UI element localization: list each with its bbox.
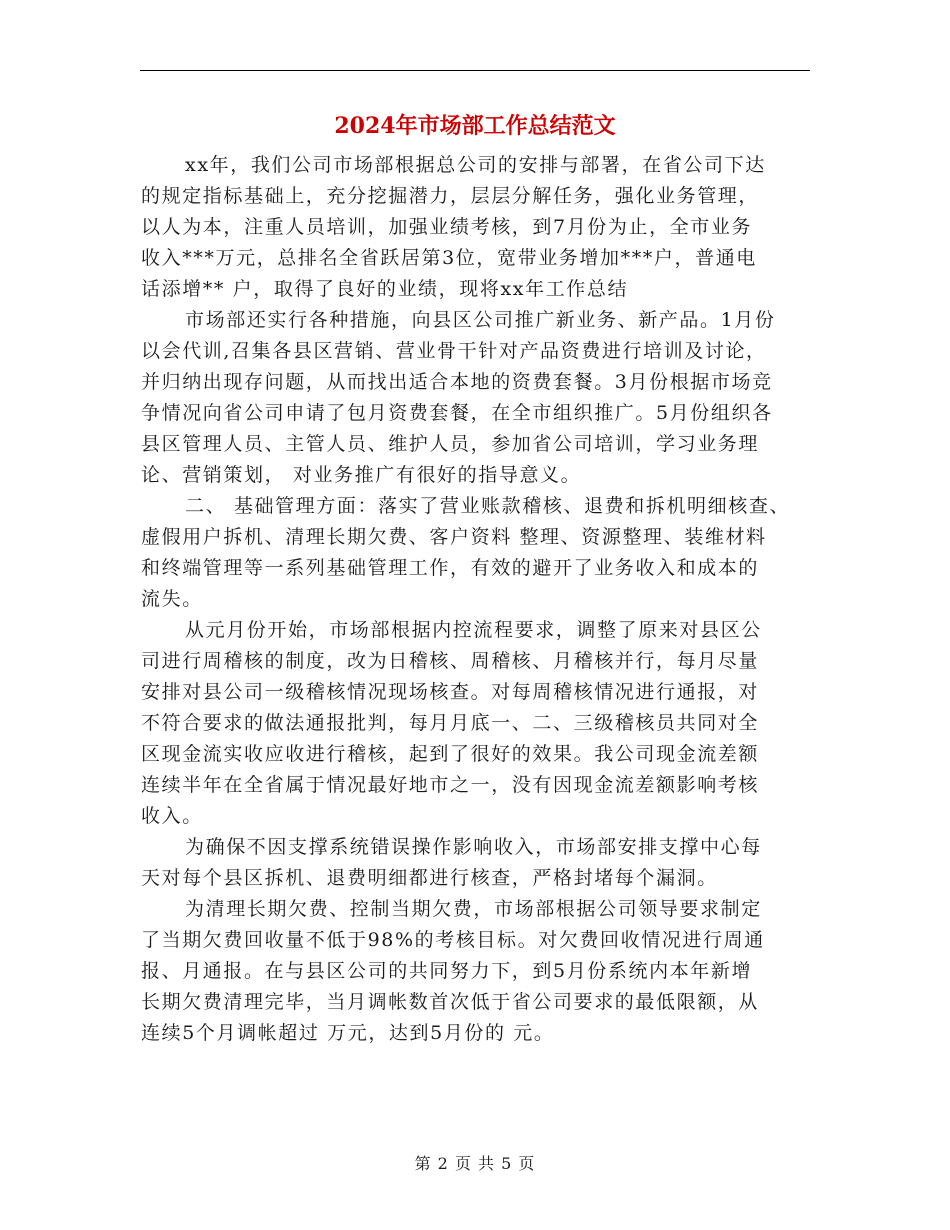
paragraph-line: 争情况向省公司申请了包月资费套餐，在全市组织推广。5月份组织各 [141, 402, 773, 424]
paragraph-line: 了当期欠费回收量不低于98%的考核目标。对欠费回收情况进行周通 [141, 929, 765, 951]
paragraph-line: 司进行周稽核的制度，改为日稽核、周稽核、月稽核并行，每月尽量 [141, 650, 760, 672]
page-number-footer: 第 2 页 共 5 页 [414, 1154, 536, 1173]
document-body [141, 150, 811, 1049]
document-title: 2024年市场部工作总结范文 [334, 113, 616, 139]
paragraph-line: 为清理长期欠费、控制当期欠费，市场部根据公司领导要求制定 [185, 898, 762, 920]
paragraph-6 [141, 894, 811, 1049]
paragraph-line: 从元月份开始，市场部根据内控流程要求，调整了原来对县区公 [185, 619, 762, 641]
paragraph-2 [141, 305, 811, 491]
paragraph-line: 长期欠费清理完毕，当月调帐数首次低于省公司要求的最低限额，从 [141, 991, 760, 1013]
paragraph-5 [141, 832, 811, 894]
header-rule [140, 70, 810, 71]
paragraph-line: 为确保不因支撑系统错误操作影响收入，市场部安排支撑中心每 [185, 836, 762, 858]
paragraph-line: xx年，我们公司市场部根据总公司的安排与部署，在省公司下达 [185, 154, 766, 176]
paragraph-line: 和终端管理等一系列基础管理工作，有效的避开了业务收入和成本的 [141, 557, 760, 579]
paragraph-line: 连续5个月调帐超过 万元，达到5月份的 元。 [141, 1022, 555, 1044]
paragraph-1 [141, 150, 811, 305]
paragraph-line: 连续半年在全省属于情况最好地市之一，没有因现金流差额影响考核 [141, 774, 760, 796]
paragraph-line: 二、 基础管理方面：落实了营业账款稽核、退费和拆机明细核查、 [185, 495, 791, 517]
paragraph-line: 天对每个县区拆机、退费明细都进行核查，严格封堵每个漏洞。 [141, 867, 718, 889]
paragraph-line: 不符合要求的做法通报批判，每月月底一、二、三级稽核员共同对全 [141, 712, 760, 734]
paragraph-4 [141, 615, 811, 832]
paragraph-line: 区现金流实收应收进行稽核，起到了很好的效果。我公司现金流差额 [141, 743, 760, 765]
paragraph-line: 收入。 [141, 805, 203, 827]
paragraph-line: 的规定指标基础上，充分挖掘潜力，层层分解任务，强化业务管理， [141, 185, 760, 207]
paragraph-line: 安排对县公司一级稽核情况现场核查。对每周稽核情况进行通报，对 [141, 681, 760, 703]
paragraph-line: 市场部还实行各种措施，向县区公司推广新业务、新产品。1月份 [185, 309, 776, 331]
paragraph-line: 县区管理人员、主管人员、维护人员，参加省公司培训，学习业务理 [141, 433, 760, 455]
paragraph-3 [141, 491, 811, 615]
paragraph-line: 论、营销策划， 对业务推广有很好的指导意义。 [141, 464, 582, 486]
paragraph-line: 以人为本，注重人员培训，加强业绩考核，到7月份为止，全市业务 [141, 216, 753, 238]
paragraph-line: 报、月通报。在与县区公司的共同努力下，到5月份系统内本年新增 [141, 960, 753, 982]
paragraph-line: 以会代训,召集各县区营销、营业骨干针对产品资费进行培训及讨论， [141, 340, 767, 362]
paragraph-line: 流失。 [141, 588, 203, 610]
paragraph-line: 话添增** 户，取得了良好的业绩，现将xx年工作总结 [141, 278, 629, 300]
paragraph-line: 收入***万元，总排名全省跃居第3位，宽带业务增加***户，普通电 [141, 247, 757, 269]
paragraph-line: 虚假用户拆机、清理长期欠费、客户资料 整理、资源整理、装维材料 [141, 526, 767, 548]
paragraph-line: 并归纳出现存问题，从而找出适合本地的资费套餐。3月份根据市场竞 [141, 371, 773, 393]
